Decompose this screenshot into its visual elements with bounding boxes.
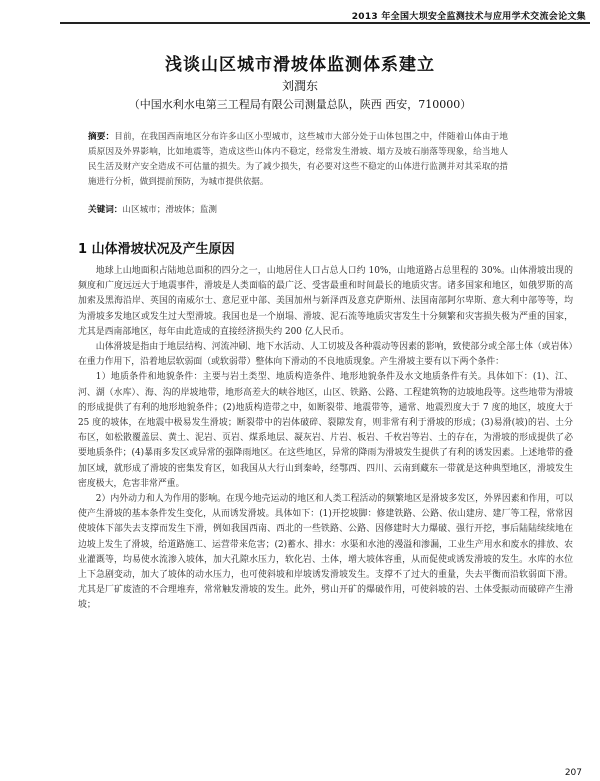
abstract-label: 摘要：	[88, 132, 115, 142]
body-paragraph: 山体滑坡是指由于地层结构、河流冲刷、地下水活动、人工切坡及各种震动等因素的影响，致使部分或全部土体（或岩体）在重力作用下，沿着地层软弱面（或软弱带）整体向下滑动的不良地质现象。产生滑坡主要有以下两个条件：	[78, 342, 573, 368]
keywords-text: 山区城市；滑坡体；监测	[122, 205, 217, 215]
abstract	[88, 130, 508, 190]
running-title: 2013 年全国大坝安全监测技术与应用学术交流会论文集	[351, 12, 586, 22]
body-paragraph: 1）地质条件和地貌条件：主要与岩土类型、地质构造条件、地形地貌条件及水文地质条件有关。具体如下：(1)、江、河、湖（水库）、海、沟的岸坡地带，地形高差大的峡谷地区，山区、铁路、公路、工程建筑物的边坡地段等。这些地带为滑坡的形成提供了有利的地形地貌条件；(2)地质构造带之中，如断裂带、地震带等，通常、地震烈度大于 7 度的地区，坡度大于 25 度的坡体，在地震中极易发生滑坡；断裂带中的岩体破碎、裂隙发育，则非常有利于滑坡的形成；(3)易滑(坡)的岩、土分布区，如松散覆盖层、黄土、泥岩、页岩、煤系地层、凝灰岩、片岩、板岩、千枚岩等岩、土的存在，为滑坡的形成提供了必要地质条件；(4)暴雨多发区或异常的强降雨地区。在这些地区，异常的降雨为滑坡发生提供了有利的诱发因素。上述地带的叠加区域，就形成了滑坡的密集发育区，如我国从大行山到秦岭，经鄂西、四川、云南到藏东一带就是这种典型地区，滑坡发生密度极大，危害非常严重。	[78, 372, 573, 489]
header-rule	[60, 22, 590, 24]
paper-author: 刘潤东	[281, 79, 318, 93]
page-number: 207	[564, 768, 582, 778]
paper-affiliation: （中国水利水电第三工程局有限公司测量总队，陕西 西安，710000）	[128, 98, 472, 111]
body-paragraph: 地球上山地面积占陆地总面积的四分之一，山地居住人口占总人口约 10%，山地道路占总里程的 30%。山体滑坡出现的频度和广度远远大于地震事件，滑坡是人类面临的最广泛、受害最重和时间最长的地质灾害。诸多国家和地区，如俄罗斯的高加索及黑海沿岸、英国的南威尔士、意尼亚中部、美国加州与新泽西及意克萨斯州、法国南部阿尔卑斯、意大利中部等等，均为滑坡多发地区或发生过大型滑坡。我国也是一个崩塌、滑坡、泥石流等地质灾害发生十分频繁和灾害损失极为严重的国家，尤其是西南部地区，每年由此造成的直接经济损失约 200 亿人民币。	[78, 266, 573, 337]
running-header	[0, 0, 600, 30]
keywords-label: 关键词：	[88, 205, 123, 215]
abstract-text: 目前，在我国西南地区分布许多山区小型城市，这些城市大部分处于山体包围之中，伴随着山体由于地质原因及外界影响，比如地震等，造成这些山体内不稳定，经常发生滑坡、塌方及坡石崩落等现象，给当地人民生活及财产安全造成不可估量的损失。为了减少损失，有必要对这些不稳定的山体进行监测并对其采取的措施进行分析，做到提前预防，为城市提供依据。	[88, 132, 508, 187]
section-body	[78, 264, 573, 614]
section-heading: 1 山体滑坡状况及产生原因	[78, 242, 235, 257]
keywords	[88, 203, 508, 215]
body-paragraph: 2）内外动力和人为作用的影响。在现今地壳运动的地区和人类工程活动的频繁地区是滑坡多发区，外界因素和作用，可以使产生滑坡的基本条件发生变化，从而诱发滑坡。具体如下：(1)开挖坡脚：修建铁路、公路、依山建房、建厂等工程，常常因使坡体下部失去支撑而发生下滑，例如我国西南、西北的一些铁路、公路、因修建时大力爆破、强行开挖，事后陆陆续续地在边坡上发生了滑坡，给道路施工、运营带来危害；(2)蓄水、排水：水渠和水池的漫溢和渗漏，工业生产用水和废水的排放、农业灌溉等，均易使水流渗入坡体，加大孔隙水压力，软化岩、土体，增大坡体容重，从而促使或诱发滑坡的发生。水库的水位上下急剧变动，加大了坡体的动水压力，也可使斜坡和岸坡诱发滑坡发生。支撑不了过大的重量，失去平衡而沿软弱面下滑。尤其是厂矿废渣的不合理堆弃，常常触发滑坡的发生。此外，劈山开矿的爆破作用，可使斜坡的岩、土体受振动而破碎产生滑坡；	[78, 494, 573, 611]
paper-title: 浅谈山区城市滑坡体监测体系建立	[165, 55, 435, 75]
